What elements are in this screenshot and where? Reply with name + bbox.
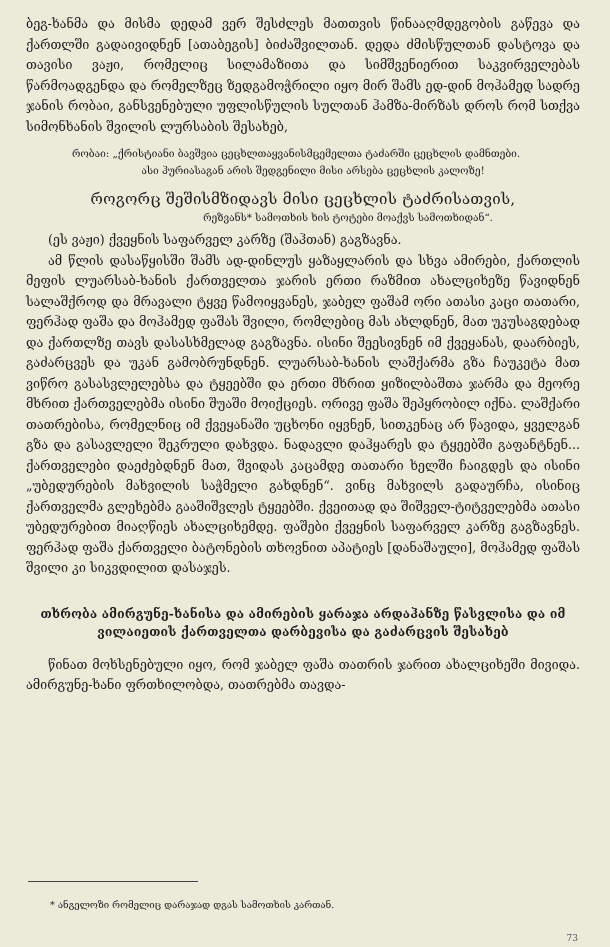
footnote-divider bbox=[28, 881, 198, 882]
paragraph-4: წინათ მოხსენებული იყო, რომ ჯაბელ ფაშა თათრის ჯარით ახალციხეში მივიდა. ამირგუნე-ხანი ფრთხილობდა, თათრებმა თავდა- bbox=[26, 656, 580, 692]
verse-line-2: რეზვანს* სამოთხის ხის ტოტები მოაქვს სამოთხიდან“. bbox=[203, 213, 493, 224]
verse-line-1: როგორც შეშისმზიდავს მისი ცეცხლის ტაძრისათვის, bbox=[90, 190, 516, 208]
paragraph-1: ბეგ-ხანმა და მისმა დედამ ვერ შესძლეს მათთვის წინააღმდეგობის გაწევა და ქართლში გადაივიდნენ [ათაბეგის] ბიძაშვილთან. დედა ძმისწულთან დასტოვა და თავისი ვაჟი, რომელიც სილამაზითა და სიმშვენიერით საკვირველებას წარმოადგენდა და რომელზეც ზედგამოჭრილი იყო მირ შამს ედ-დინ მოჰამედ სადრე ჯანის რობაი, განსვენებული უფლისწულის სულთან ჰამზა-მირზას დროს რომ სთქვა სიმონხანის შვილის ლურსაბის შესახებ, bbox=[26, 16, 580, 134]
rubai-quote-line-2: ასი ჰურიასაგან არის შედგენილი მისი არსება ცეცხლის კალოზე! bbox=[141, 166, 485, 177]
rubai-quote-line-1: რობაი: „ქრისტიანი ბავშვია ცეცხლთაყვანისმცემელთა ტაძარში ცეცხლის დამნთები. bbox=[72, 149, 521, 160]
page-number: 73 bbox=[566, 934, 578, 944]
section-heading: თხრობა ამირგუნე-ხანისა და ამირების ყარაჯა არდაჰანზე წასვლისა და იმ ვილაიეთის ქართველთა დარბევისა და გაძარცვის შესახებ bbox=[40, 606, 566, 639]
footnote: * ანგელოზი რომელიც დარაჯად დგას სამოთხის კართან. bbox=[50, 900, 335, 911]
paragraph-3: ამ წლის დასაწყისში შამს ად-დინლუს ყაზაყლარის და სხვა ამირები, ქართლის მეფის ლუარსაბ-ხანის ქართველთა ჯარის ერთი რაზმით ახალციხეზე წავიდნენ სალაშქროდ და მრავალი ტყვე წამოიყვანეს, ჯაბელ ფაშამ ორი ათასი კაცი თათარი, ფერჰად ფაშა და მოჰამედ ფაშას შვილი, რომლებიც მას ახლდნენ, მათ უკუსაგდებად და ქართლზე თავს დასასხმელად გაგზავნა. ისინი შეესივნენ იმ ქვეყანას, დაარბიეს, გაძარცვეს და უკან გამობრუნდნენ. ლუარსაბ-ხანის ლაშქარმა გზა ჩაუკეტა მათ ვიწრო გასასვლელებსა და ტყეებში და ერთი მხრით ყიზილბაშთა ჯარმა და მეორე მხრით ქართველებმა ისინი შუაში მოიქციეს. ორივე ფაშა შეპყრობილ იქნა. ლაშქარი თათრებისა, რომელნიც იმ ქვეყანაში უცხონი იყვნენ, სითკენაც არ წავიდა, ყველგან გზა და გასავლელი შეკრული დახვდა. ნადავლი დაჰყარეს და ტყეებში გაფანტნენ... ქართველები დაეძებდნენ მათ, შვიდას კაცამდე თათარი ხელში ჩაიგდეს და ისინი „უბედურების მახვილის საჭმელი გახდნენ“. ვინც მახვილს გადაურჩა, ისინიც ქართველმა გლეხებმა გააშიშვლეს ტყეებში. ქვეითად და შიშველ-ტიტველებმა ათასი უბედურებით მიაღწიეს ახალციხემდე. ფაშები ქვეყნის საფარველ კარზე გაგზავნეს. ფერჰად ფაშა ქართველი ბატონების თხოვნით აპატიეს [დანაშაული], მოჰამედ ფაშას შვილი კი სიკვდილით დასაჯეს. bbox=[26, 252, 580, 575]
paragraph-2: (ეს ვაჟი) ქვეყნის საფარველ კარზე (შაჰთან) გაგზავნა. bbox=[48, 232, 402, 247]
